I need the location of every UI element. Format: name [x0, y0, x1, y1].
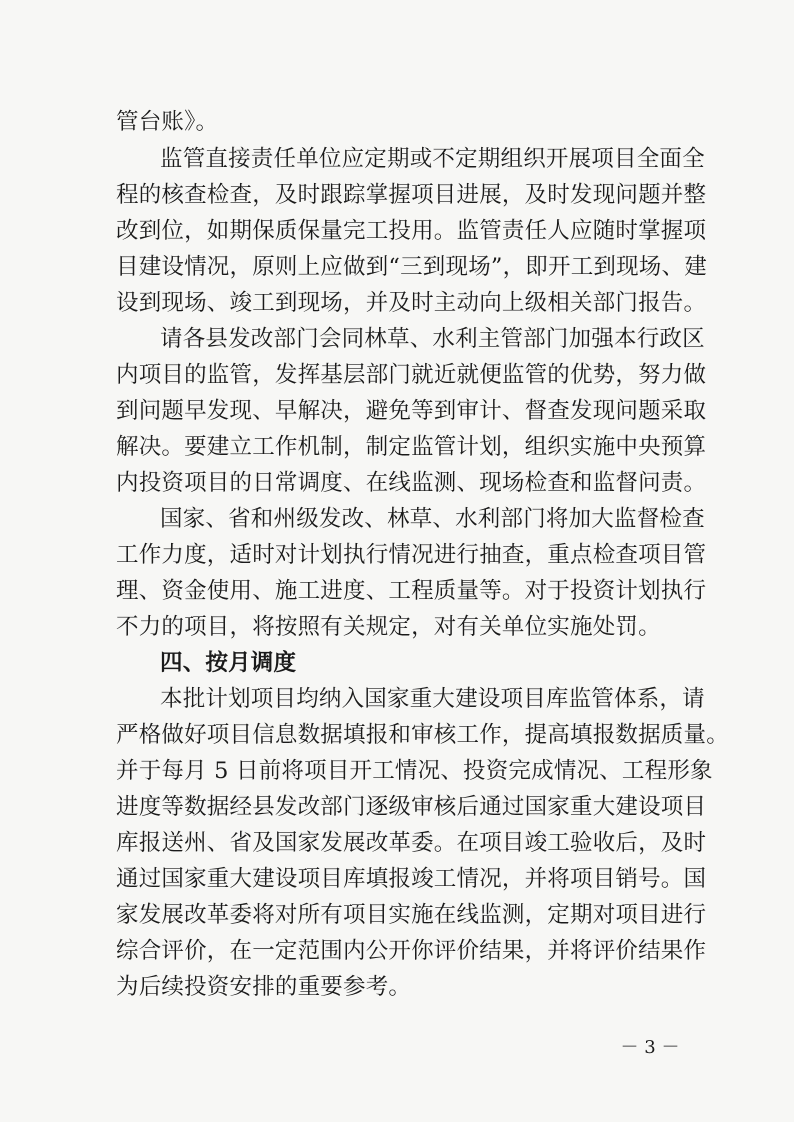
text-line: 设到现场、竣工到现场，并及时主动向上级相关部门报告。	[116, 290, 707, 316]
text-line: 到问题早发现、早解决，避免等到审计、督查发现问题采取	[116, 398, 707, 424]
text-line: 管台账》。	[116, 109, 219, 135]
text-line: 为后续投资安排的重要参考。	[116, 974, 412, 1000]
text-line: 内投资项目的日常调度、在线监测、现场检查和监督问责。	[116, 470, 707, 496]
paragraph-start-line: 本批计划项目均纳入国家重大建设项目库监管体系，请	[160, 686, 705, 712]
text-line: 工作力度，适时对计划执行情况进行抽查，重点检查项目管	[116, 542, 707, 568]
text-line: 严格做好项目信息数据填报和审核工作，提高填报数据质量。	[116, 722, 729, 748]
page-number: － 3 －	[620, 1037, 680, 1058]
text-line: 理、资金使用、施工进度、工程质量等。对于投资计划执行	[116, 578, 707, 604]
text-line: 程的核查检查，及时跟踪掌握项目进展，及时发现问题并整	[116, 182, 707, 208]
paragraph-start-line: 请各县发改部门会同林草、水利主管部门加强本行政区	[160, 326, 705, 352]
paragraph-start-line: 国家、省和州级发改、林草、水利部门将加大监督检查	[160, 506, 705, 532]
text-line: 家发展改革委将对所有项目实施在线监测，定期对项目进行	[116, 902, 707, 928]
text-line: 通过国家重大建设项目库填报竣工情况，并将项目销号。国	[116, 866, 707, 892]
text-line: 解决。要建立工作机制，制定监管计划，组织实施中央预算	[116, 434, 707, 460]
text-line: 不力的项目，将按照有关规定，对有关单位实施处罚。	[116, 614, 661, 640]
text-line: 库报送州、省及国家发展改革委。在项目竣工验收后，及时	[116, 830, 707, 856]
text-line: 目建设情况，原则上应做到“三到现场”，即开工到现场、建	[116, 254, 707, 280]
section-heading: 四、按月调度	[160, 650, 297, 676]
text-line: 进度等数据经县发改部门逐级审核后通过国家重大建设项目	[116, 794, 707, 820]
paragraph-start-line: 监管直接责任单位应定期或不定期组织开展项目全面全	[160, 146, 705, 172]
text-line: 综合评价，在一定范围内公开你评价结果，并将评价结果作	[116, 938, 707, 964]
text-line: 并于每月 5 日前将项目开工情况、投资完成情况、工程形象	[116, 758, 713, 784]
text-line: 内项目的监管，发挥基层部门就近就便监管的优势，努力做	[116, 362, 707, 388]
text-line: 改到位，如期保质保量完工投用。监管责任人应随时掌握项	[116, 218, 707, 244]
